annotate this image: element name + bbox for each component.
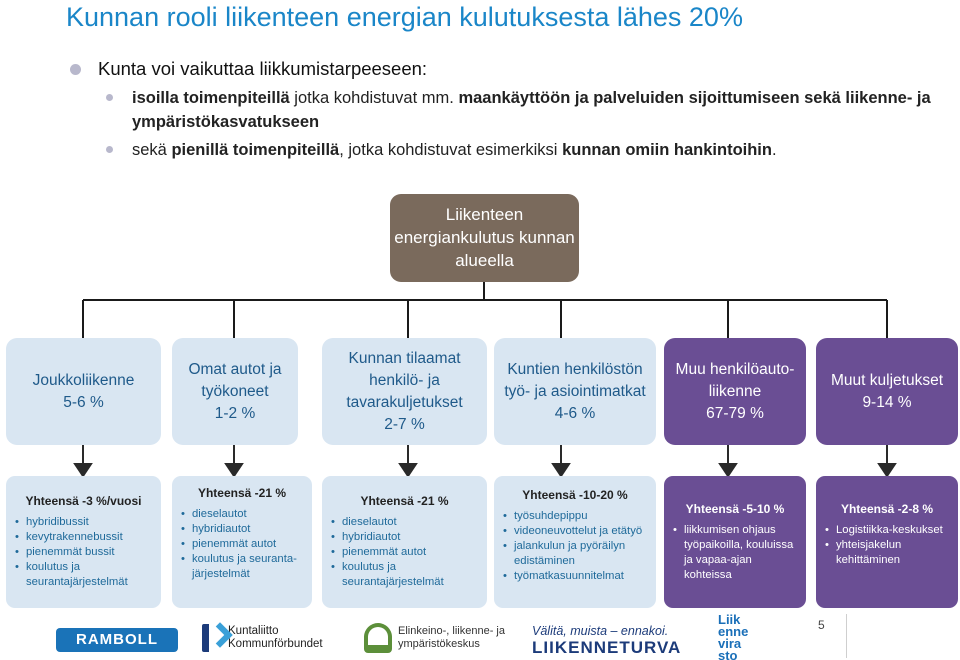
- category-tilaamat-kuljetukset: [322, 338, 487, 445]
- sub-bullet-2-text-a: sekä: [132, 141, 172, 159]
- category-share: 1-2 %: [214, 404, 256, 422]
- detail-item: • pienemmät autot: [180, 537, 304, 552]
- category-label: Kuntien henkilöstön työ- ja asiointimatkat: [504, 360, 646, 400]
- detail-item: • työmatkasuunnitelmat: [502, 569, 648, 584]
- category-share: 9-14 %: [862, 393, 912, 411]
- detail-list: [824, 523, 950, 568]
- category-joukkoliikenne: [6, 338, 161, 445]
- detail-joukkoliikenne: [6, 476, 161, 608]
- category-muut-kuljetukset: [816, 338, 958, 445]
- detail-henkilosto-matkat: [494, 476, 656, 608]
- arrow-head-4: [553, 464, 569, 476]
- detail-list: [502, 509, 648, 584]
- liikennevirasto-line-4: sto: [718, 648, 738, 660]
- detail-item: • pienemmät bussit: [14, 545, 153, 560]
- ely-line-1: Elinkeino-, liikenne- ja: [398, 625, 505, 637]
- ely-line-2: ympäristökeskus: [398, 638, 480, 650]
- kuntaliitto-text: [228, 625, 323, 651]
- detail-total: Yhteensä -3 %/vuosi: [25, 494, 142, 508]
- category-label: Muut kuljetukset: [831, 371, 943, 389]
- detail-total: Yhteensä -21 %: [197, 486, 287, 500]
- arrow-head-3: [400, 464, 416, 476]
- ramboll-logo: RAMBOLL: [56, 628, 178, 652]
- category-muu-henkiloauto: [664, 338, 806, 445]
- detail-item: • dieselautot: [330, 515, 479, 530]
- slide-title: Kunnan rooli liikenteen energian kulutuksesta lähes 20%: [66, 2, 743, 32]
- detail-item: • dieselautot: [180, 507, 304, 522]
- detail-total: Yhteensä -2-8 %: [840, 502, 934, 516]
- category-share: 2-7 %: [384, 415, 425, 433]
- sub-bullet-2-text-c: .: [771, 141, 777, 159]
- detail-item: • koulutus ja seurantajärjestelmät: [14, 560, 153, 590]
- sub-bullet-1-text-a: jotka kohdistuvat mm.: [289, 89, 459, 107]
- kuntaliitto-mark-icon: [202, 624, 222, 652]
- sub-bullet-2-bold-a: pienillä toimenpiteillä: [171, 141, 340, 159]
- detail-list: [14, 515, 153, 590]
- liikenneturva-slogan: Välitä, muista – ennakoi.: [532, 624, 669, 638]
- arrow-head-5: [720, 464, 736, 476]
- detail-list: [180, 507, 304, 582]
- detail-muut-kuljetukset: [816, 476, 958, 608]
- category-omat-autot: [172, 338, 298, 445]
- arrow-head-2: [226, 464, 242, 476]
- category-label: Omat autot ja työkoneet: [188, 360, 282, 400]
- footer-divider: [846, 614, 847, 658]
- category-label: Kunnan tilaamat henkilö- ja tavarakuljetukset: [346, 349, 463, 411]
- ely-text: [398, 625, 505, 651]
- detail-item: • kevytrakennebussit: [14, 530, 153, 545]
- sub-bullet-2-bold-b: kunnan omiin hankintoihin: [562, 141, 772, 159]
- detail-muu-henkiloauto: [664, 476, 806, 608]
- detail-list: [330, 515, 479, 590]
- detail-item: • yhteisjakelun kehittäminen: [824, 538, 950, 568]
- ely-logo: [364, 623, 505, 653]
- sub-bullet-1-bold-b: maankäyttöön ja palveluiden sijoittumiseen sekä liikenne- ja ympäristökasvatukseen: [132, 89, 931, 131]
- detail-item: • hybridiautot: [330, 530, 479, 545]
- liikenneturva-name: LIIKENNETURVA: [532, 638, 682, 657]
- detail-total: Yhteensä -10-20 %: [522, 488, 628, 502]
- sub-bullet-1-bold-a: isoilla toimenpiteillä: [132, 89, 290, 107]
- detail-item: • koulutus ja seurantajärjestelmät: [330, 560, 479, 590]
- top-node: Liikenteen energiankulutus kunnan alueella: [390, 194, 579, 282]
- liikenneturva-logo: [532, 624, 681, 658]
- detail-item: • koulutus ja seuranta-järjestelmät: [180, 552, 304, 582]
- detail-item: • videoneuvottelut ja etätyö: [502, 524, 648, 539]
- detail-item: • Logistiikka-keskukset: [824, 523, 950, 538]
- category-label: Muu henkilöauto-liikenne: [675, 360, 795, 400]
- detail-item: • jalankulun ja pyöräilyn edistäminen: [502, 539, 648, 569]
- detail-item: • hybridiautot: [180, 522, 304, 537]
- detail-total: Yhteensä -21 %: [360, 494, 449, 508]
- detail-item: • työsuhdepippu: [502, 509, 648, 524]
- liikennevirasto-line-3: vira: [718, 636, 742, 651]
- kuntaliitto-line-1: Kuntaliitto: [228, 625, 279, 637]
- liikennevirasto-line-2: enne: [718, 624, 749, 639]
- bullet-main-text: Kunta voi vaikuttaa liikkumistarpeeseen:: [98, 58, 428, 79]
- sub-bullet-2-text-b: , jotka kohdistuvat esimerkiksi: [339, 141, 563, 159]
- detail-item: • liikkumisen ohjaus työpaikoilla, kouluissa ja vapaa-ajan kohteissa: [672, 523, 798, 583]
- detail-item: • pienemmät autot: [330, 545, 479, 560]
- category-share: 67-79 %: [706, 404, 764, 422]
- detail-total: Yhteensä -5-10 %: [685, 502, 785, 516]
- ely-mark-icon: [364, 623, 392, 653]
- category-label: Joukkoliikenne: [32, 371, 135, 389]
- kuntaliitto-line-2: Kommunförbundet: [228, 638, 323, 650]
- liikennevirasto-logo: [718, 614, 748, 660]
- detail-tilaamat-kuljetukset: [322, 476, 487, 608]
- liikennevirasto-line-1: Liik: [718, 612, 741, 627]
- kuntaliitto-logo: [202, 624, 323, 652]
- detail-list: [672, 523, 798, 583]
- detail-omat-autot: [172, 476, 312, 608]
- detail-item: • hybridibussit: [14, 515, 153, 530]
- arrow-head-6: [879, 464, 895, 476]
- category-share: 4-6 %: [554, 404, 596, 422]
- category-share: 5-6 %: [63, 393, 104, 411]
- arrow-head-1: [75, 464, 91, 476]
- category-henkilosto-matkat: [494, 338, 656, 445]
- page-number: 5: [818, 618, 825, 632]
